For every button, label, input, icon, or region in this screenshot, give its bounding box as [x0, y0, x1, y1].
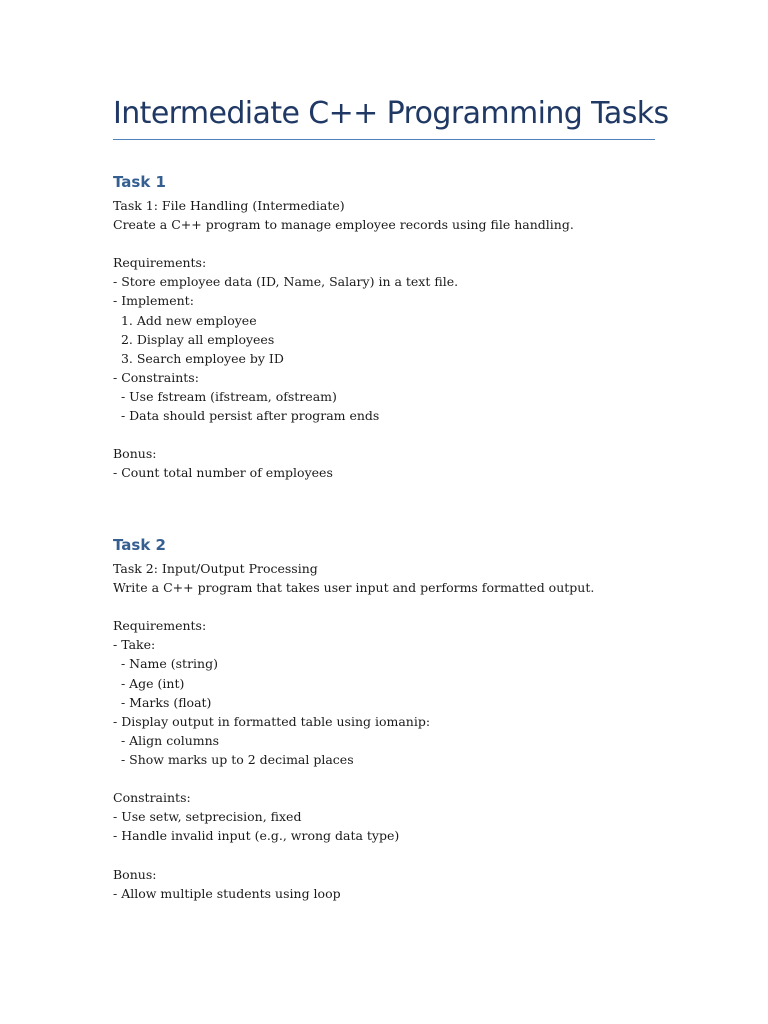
- task-text-line: - Align columns: [113, 732, 220, 748]
- task-text-line: [113, 769, 673, 788]
- task-text-line: - Show marks up to 2 decimal places: [113, 751, 354, 767]
- task-1-body: [113, 196, 673, 482]
- document-title: Intermediate C++ Programming Tasks: [113, 96, 669, 131]
- task-1-heading: Task 1: [113, 173, 166, 191]
- task-text-line: - Display output in formatted table using iomanip:: [113, 713, 431, 729]
- task-text-line: - Name (string): [113, 656, 218, 672]
- task-text-line: [113, 845, 673, 864]
- task-text-line: - Use fstream (ifstream, ofstream): [113, 388, 337, 404]
- task-text-line: Create a C++ program to manage employee records using file handling.: [113, 217, 574, 233]
- task-text-line: - Count total number of employees: [113, 465, 333, 481]
- task-text-line: Requirements:: [113, 255, 207, 271]
- task-text-line: Task 1: File Handling (Intermediate): [113, 198, 345, 213]
- task-text-line: Requirements:: [113, 618, 207, 634]
- task-text-line: Write a C++ program that takes user input and performs formatted output.: [113, 580, 595, 596]
- task-text-line: [113, 234, 673, 253]
- task-text-line: Task 2: Input/Output Processing: [113, 561, 318, 576]
- task-text-line: [113, 425, 673, 444]
- task-text-line: - Age (int): [113, 675, 185, 691]
- task-text-line: Constraints:: [113, 790, 191, 806]
- task-text-line: [113, 597, 673, 616]
- task-text-line: - Constraints:: [113, 369, 199, 385]
- title-underline: [113, 139, 655, 140]
- task-text-line: - Use setw, setprecision, fixed: [113, 809, 302, 825]
- task-text-line: - Store employee data (ID, Name, Salary) in a text file.: [113, 274, 459, 290]
- task-text-line: Bonus:: [113, 866, 157, 882]
- task-text-line: - Data should persist after program ends: [113, 408, 380, 424]
- task-text-line: - Handle invalid input (e.g., wrong data type): [113, 828, 400, 844]
- task-text-line: 2. Display all employees: [113, 331, 275, 347]
- task-text-line: 3. Search employee by ID: [113, 350, 284, 366]
- task-text-line: Bonus:: [113, 446, 157, 462]
- task-text-line: - Take:: [113, 637, 156, 653]
- task-text-line: - Marks (float): [113, 694, 212, 710]
- task-2-body: [113, 559, 673, 903]
- task-text-line: - Allow multiple students using loop: [113, 885, 341, 901]
- task-text-line: - Implement:: [113, 293, 194, 309]
- task-text-line: 1. Add new employee: [113, 312, 257, 328]
- task-2-heading: Task 2: [113, 536, 166, 554]
